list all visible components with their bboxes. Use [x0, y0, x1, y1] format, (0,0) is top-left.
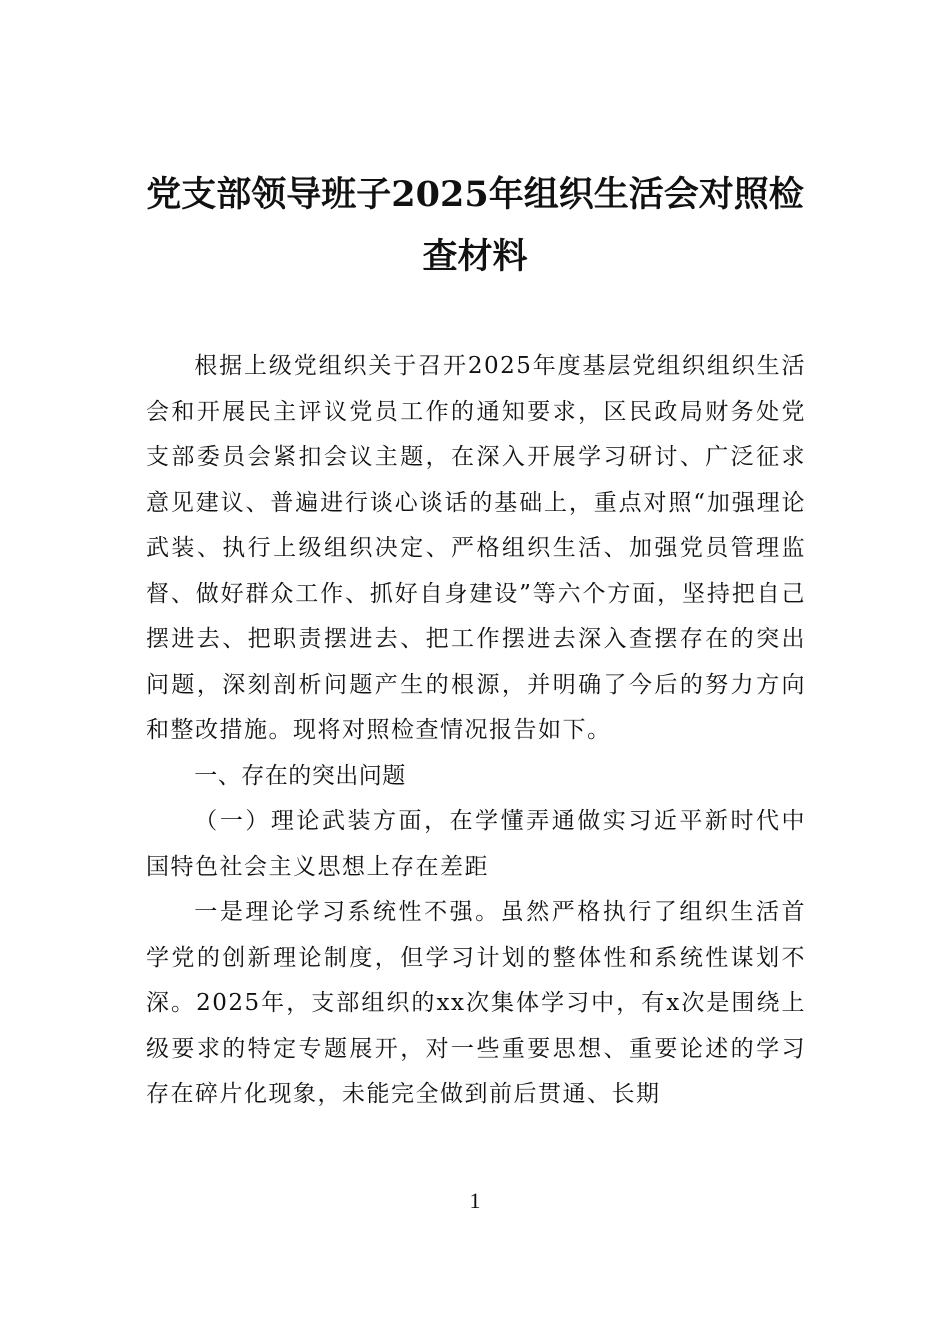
- document-title-line-2: 查材料: [422, 236, 528, 277]
- document-title-line-1: 党支部领导班子2025年组织生活会对照检: [146, 174, 804, 215]
- document-body: [146, 344, 806, 1118]
- section-heading: 一、存在的突出问题: [194, 762, 406, 789]
- subsection-heading: （一）理论武装方面，在学懂弄通做实习近平新时代中国特色社会主义思想上存在差距: [146, 808, 806, 880]
- document-title: [140, 164, 810, 288]
- point-paragraph: 一是理论学习系统性不强。虽然严格执行了组织生活首学党的创新理论制度，但学习计划的整体性和系统性谋划不深。2025年，支部组织的xx次集体学习中，有x次是围绕上级要求的特定专题展开，对一些重要思想、重要论述的学习存在碎片化现象，未能完全做到前后贯通、长期: [146, 899, 806, 1107]
- intro-paragraph: 根据上级党组织关于召开2025年度基层党组织组织生活会和开展民主评议党员工作的通知要求，区民政局财务处党支部委员会紧扣会议主题，在深入开展学习研讨、广泛征求意见建议、普遍进行谈心谈话的基础上，重点对照“加强理论武装、执行上级组织决定、严格组织生活、加强党员管理监督、做好群众工作、抓好自身建设”等六个方面，坚持把自己摆进去、把职责摆进去、把工作摆进去深入查摆存在的突出问题，深刻剖析问题产生的根源，并明确了今后的努力方向和整改措施。现将对照检查情况报告如下。: [146, 353, 806, 743]
- page-number: 1: [469, 1188, 481, 1213]
